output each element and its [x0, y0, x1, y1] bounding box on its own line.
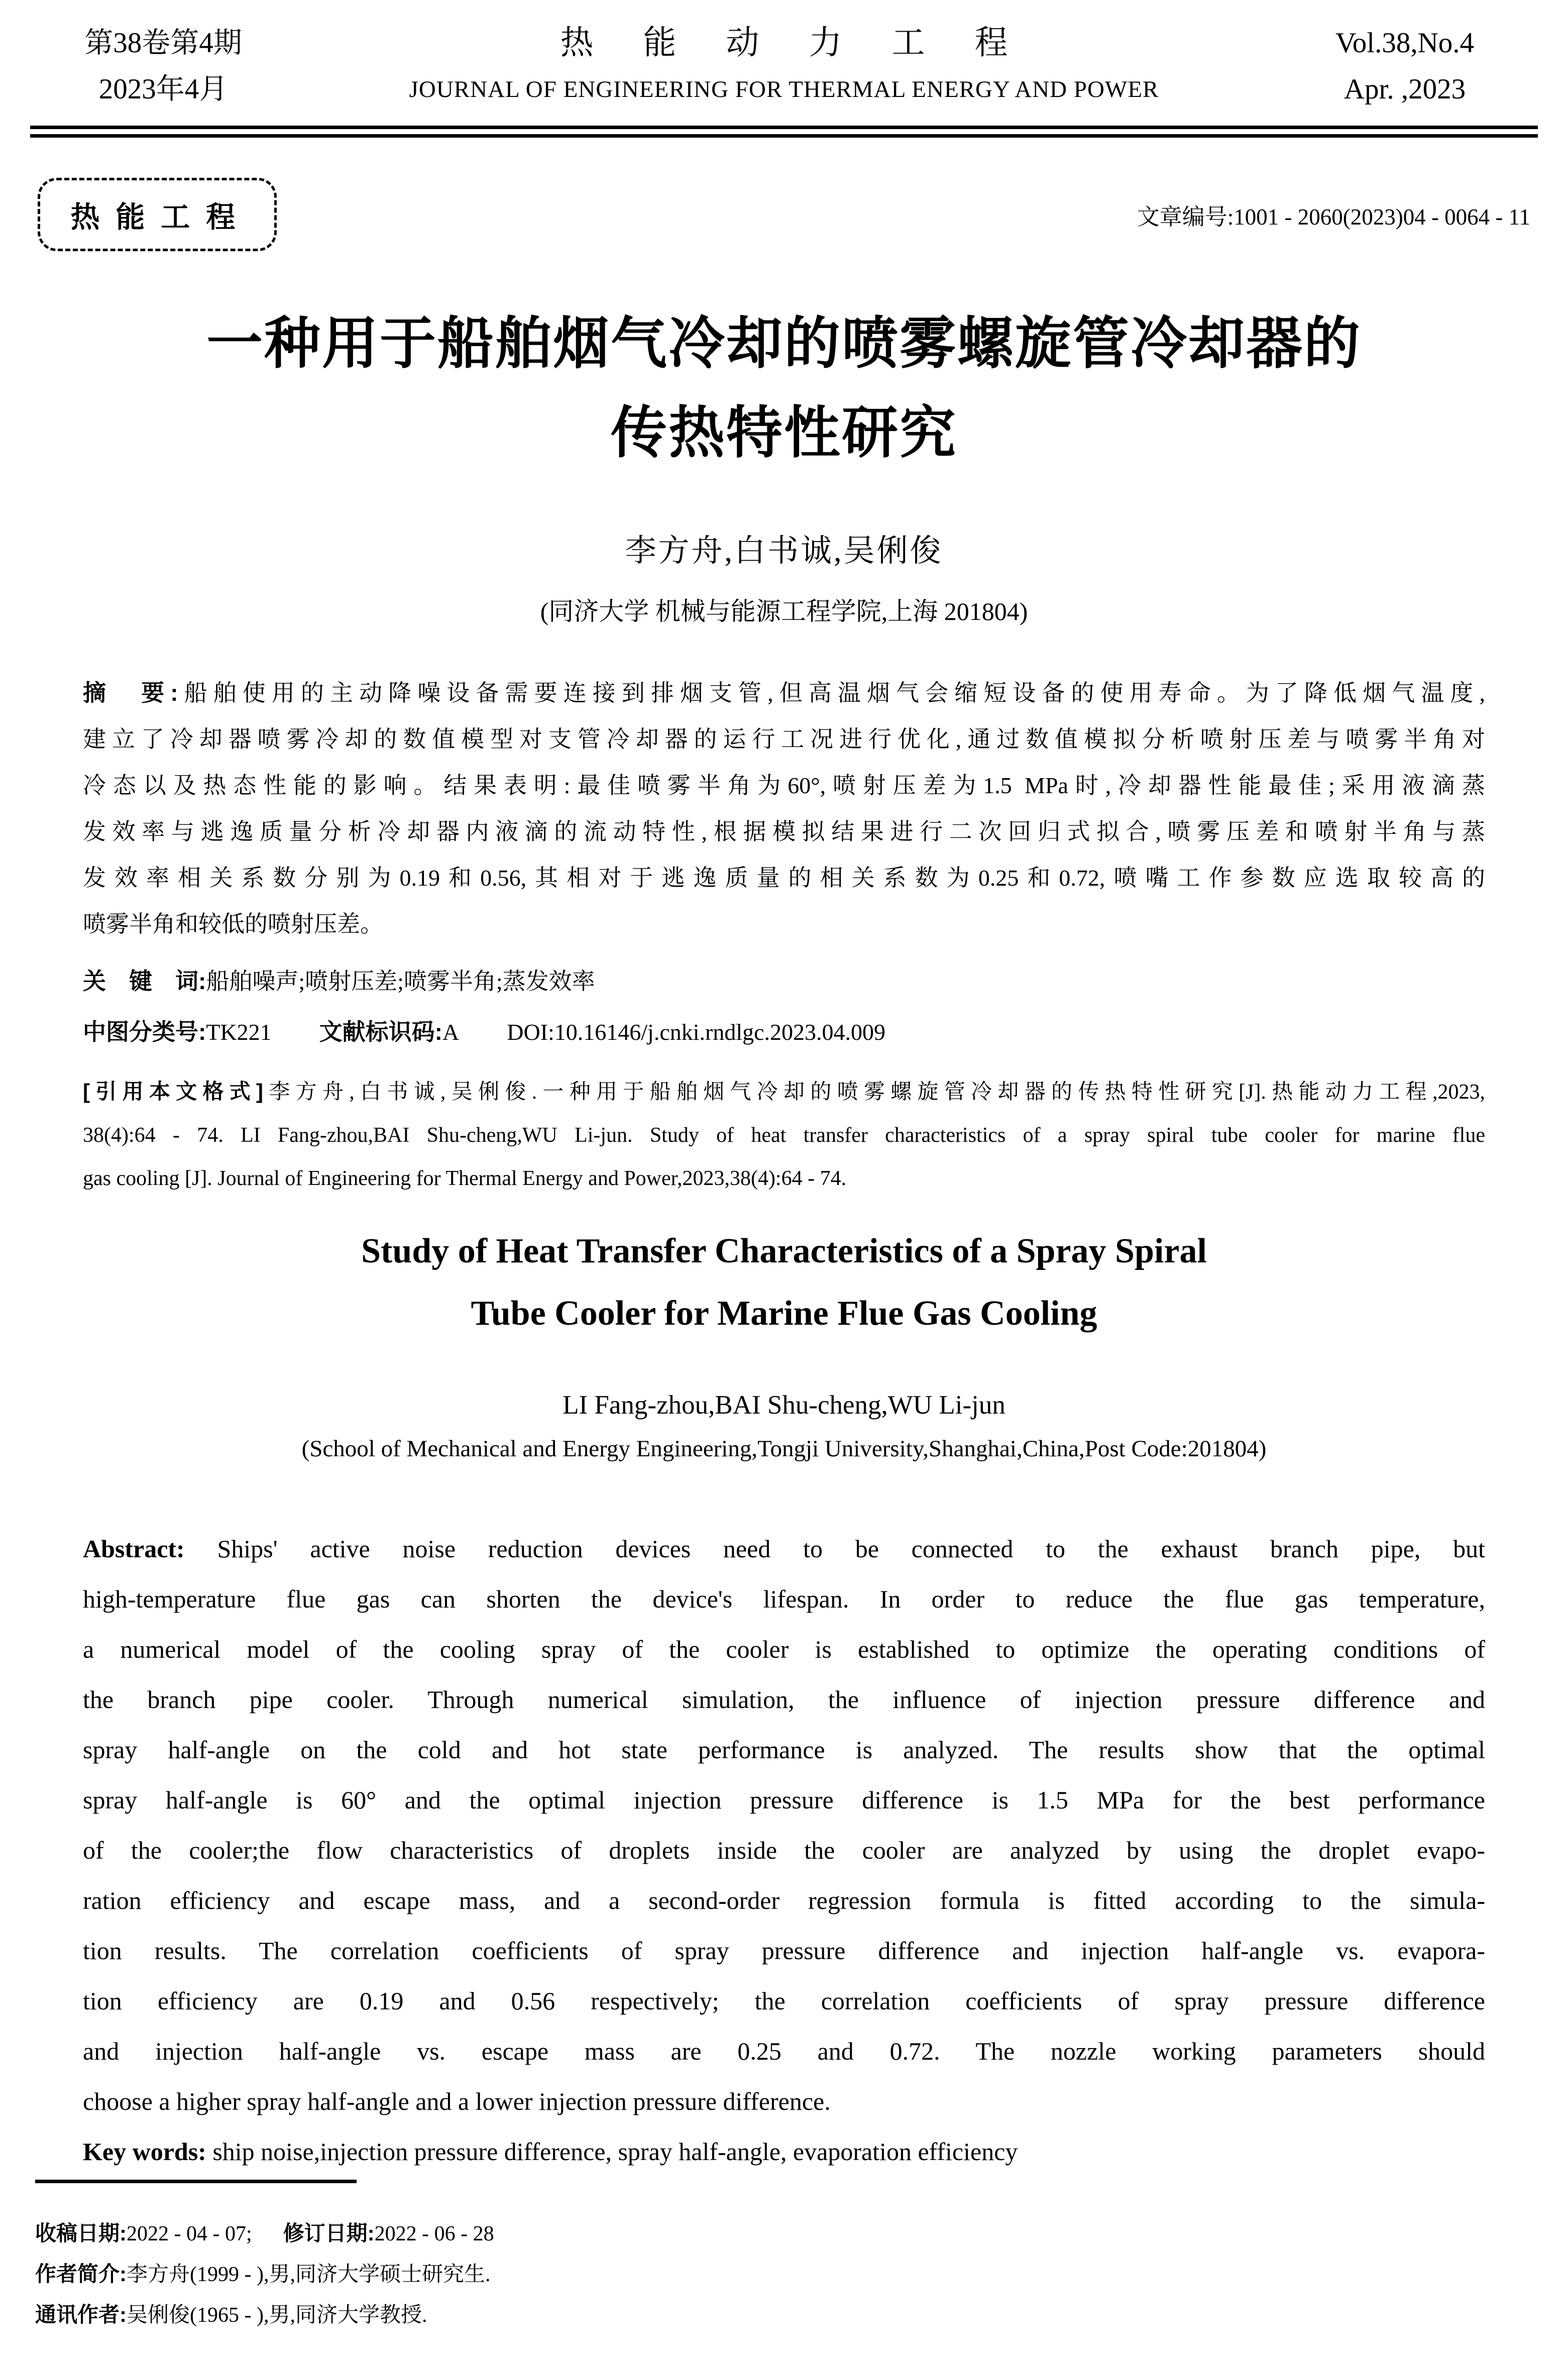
abstract-cn-label: 摘 要: — [83, 680, 178, 706]
keywords-en — [83, 2126, 1485, 2177]
keywords-cn-text: 船舶噪声;喷射压差;喷雾半角;蒸发效率 — [206, 969, 595, 994]
clc-value: TK221 — [206, 1019, 272, 1045]
abstract-en-line: and injection half-angle vs. escape mass are 0.25 and 0.72. The nozzle working parameters should — [83, 2037, 1485, 2065]
affiliation-cn: (同济大学 机械与能源工程学院,上海 201804) — [540, 597, 1028, 625]
journal-name-cn: 热能动力工程 — [560, 25, 1058, 61]
article-number: 文章编号:1001 - 2060(2023)04 - 0064 - 11 — [1137, 204, 1530, 230]
abstract-cn-line — [83, 670, 1485, 716]
citation-block — [83, 1070, 1485, 1200]
abstract-cn-line: 发效率相关系数分别为0.19和0.56,其相对于逃逸质量的相关系数为0.25和0.72,喷嘴工作参数应选取较高的 — [83, 865, 1485, 891]
abstract-cn-line: 喷雾半角和较低的喷射压差。 — [83, 911, 383, 937]
footnote-author-bio — [35, 2254, 1538, 2295]
abstract-en-line: high-temperature flue gas can shorten the device's lifespan. In order to reduce the flue gas temperature, — [83, 1585, 1485, 1613]
abstract-cn-text: 船舶使用的主动降噪设备需要连接到排烟支管,但高温烟气会缩短设备的使用寿命。为了降低烟气温度, — [178, 680, 1485, 706]
date-cn: 2023年4月 — [98, 73, 228, 105]
author-bio-label: 作者简介: — [35, 2262, 127, 2286]
abstract-cn-line: 冷态以及热态性能的影响。结果表明:最佳喷雾半角为60°,喷射压差为1.5 MPa时,冷却器性能最佳;采用液滴蒸 — [83, 773, 1485, 798]
masthead-divider — [30, 126, 1538, 138]
citation-line: 38(4):64 - 74. LI Fang-zhou,BAI Shu-cheng,WU Li-jun. Study of heat transfer characteristics of a spray spiral tube cooler for marine flue — [83, 1124, 1485, 1147]
footnote-corresponding-author — [35, 2295, 1538, 2335]
abstract-en-line — [83, 1524, 1485, 1574]
abstract-en-line: tion results. The correlation coefficients of spray pressure difference and injection half-angle vs. evapora- — [83, 1937, 1485, 1965]
doi-value: DOI:10.16146/j.cnki.rndlgc.2023.04.009 — [507, 1019, 886, 1045]
abstract-en-line: spray half-angle is 60° and the optimal injection pressure difference is 1.5 MPa for the best performance — [83, 1786, 1485, 1814]
abstract-cn — [83, 670, 1485, 947]
abstract-en — [83, 1524, 1485, 2177]
badge-row — [38, 178, 1530, 251]
paper-title-en-line2: Tube Cooler for Marine Flue Gas Cooling — [471, 1294, 1097, 1333]
footnote-dates — [35, 2213, 1538, 2254]
citation-line — [83, 1070, 1485, 1114]
abstract-en-line: the branch pipe cooler. Through numerical simulation, the influence of injection pressure difference and — [83, 1685, 1485, 1713]
keywords-en-label: Key words: — [83, 2137, 206, 2166]
volume-issue-en: Vol.38,No.4 — [1335, 27, 1475, 59]
received-date-label: 收稿日期: — [35, 2221, 127, 2245]
keywords-cn-label: 关 键 词: — [83, 968, 206, 994]
paper-title-en — [83, 1220, 1485, 1345]
footnote-divider — [35, 2180, 357, 2183]
abstract-en-line: tion efficiency are 0.19 and 0.56 respectively; the correlation coefficients of spray pressure difference — [83, 1987, 1485, 2015]
corresponding-author-label: 通讯作者: — [35, 2303, 127, 2326]
masthead-right — [1272, 20, 1538, 113]
footnote — [35, 2213, 1538, 2335]
paper-title-cn — [30, 299, 1538, 478]
journal-name-en: JOURNAL OF ENGINEERING FOR THERMAL ENERGY AND POWER — [409, 76, 1159, 102]
revised-date-label: 修订日期: — [283, 2221, 375, 2245]
abstract-en-label: Abstract: — [83, 1535, 185, 1563]
revised-date-value: 2022 - 06 - 28 — [374, 2222, 494, 2245]
corresponding-author-value: 吴俐俊(1965 - ),男,同济大学教授. — [127, 2304, 427, 2327]
column-badge: 热能工程 — [38, 178, 277, 251]
authors-en: LI Fang-zhou,BAI Shu-cheng,WU Li-jun — [563, 1390, 1005, 1420]
clc-label: 中图分类号: — [83, 1019, 206, 1045]
abstract-en-text: Ships' active noise reduction devices need to be connected to the exhaust branch pipe, but — [217, 1535, 1486, 1563]
abstract-en-line: ration efficiency and escape mass, and a second-order regression formula is fitted according to the simula- — [83, 1886, 1485, 1914]
text-block — [83, 670, 1485, 2177]
paper-title-cn-line1: 一种用于船舶烟气冷却的喷雾螺旋管冷却器的 — [206, 313, 1362, 375]
journal-masthead — [30, 20, 1538, 113]
abstract-cn-line: 发效率与逃逸质量分析冷却器内液滴的流动特性,根据模拟结果进行二次回归式拟合,喷雾压差和喷射半角与蒸 — [83, 819, 1485, 844]
keywords-en-text: ship noise,injection pressure difference, spray half-angle, evaporation efficiency — [212, 2137, 1018, 2166]
masthead-center — [296, 20, 1272, 113]
date-en: Apr. ,2023 — [1343, 73, 1466, 105]
abstract-en-line: choose a higher spray half-angle and a lower injection pressure difference. — [83, 2087, 831, 2115]
citation-label: [引用本文格式] — [83, 1080, 264, 1103]
abstract-en-line: a numerical model of the cooling spray of the cooler is established to optimize the operating conditions of — [83, 1635, 1485, 1663]
abstract-cn-line: 建立了冷却器喷雾冷却的数值模型对支管冷却器的运行工况进行优化,通过数值模拟分析喷射压差与喷雾半角对 — [83, 726, 1485, 752]
volume-issue-cn: 第38卷第4期 — [84, 27, 242, 59]
citation-line: gas cooling [J]. Journal of Engineering for Thermal Energy and Power,2023,38(4):64 - 74. — [83, 1167, 847, 1190]
received-date-value: 2022 - 04 - 07; — [127, 2222, 252, 2245]
classification-row — [83, 1016, 1485, 1048]
abstract-en-line: of the cooler;the flow characteristics of droplets inside the cooler are analyzed by using the droplet evapo- — [83, 1836, 1485, 1864]
citation-text: 李方舟,白书诚,吴俐俊.一种用于船舶烟气冷却的喷雾螺旋管冷却器的传热特性研究[J].热能动力工程,2023, — [263, 1081, 1485, 1104]
masthead-left — [30, 20, 296, 113]
doc-code-value: A — [442, 1019, 460, 1045]
author-bio-value: 李方舟(1999 - ),男,同济大学硕士研究生. — [127, 2263, 491, 2286]
abstract-en-line: spray half-angle on the cold and hot state performance is analyzed. The results show that the optimal — [83, 1736, 1485, 1764]
keywords-cn — [83, 965, 1485, 997]
doc-code-label: 文献标识码: — [319, 1019, 442, 1045]
authors-cn: 李方舟,白书诚,吴俐俊 — [625, 534, 943, 568]
paper-title-cn-line2: 传热特性研究 — [611, 402, 957, 465]
affiliation-en: (School of Mechanical and Energy Engineering,Tongji University,Shanghai,China,Post Code:201804) — [301, 1436, 1267, 1462]
paper-title-en-line1: Study of Heat Transfer Characteristics of a Spray Spiral — [361, 1232, 1207, 1270]
